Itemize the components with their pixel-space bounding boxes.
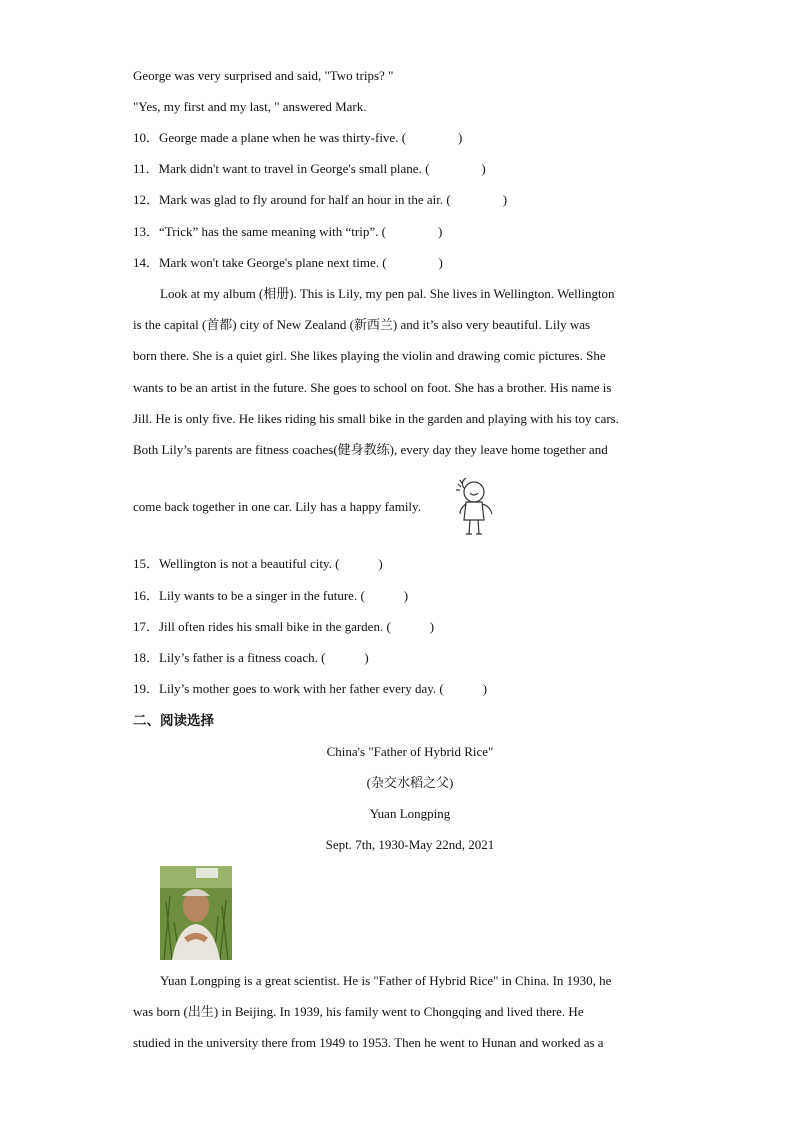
question-12: 12．Mark was glad to fly around for half an hour in the air. ( ) [133,192,508,207]
girl-illustration [452,476,502,540]
article-subtitle: (杂交水稻之父) [366,775,454,790]
article-line: studied in the university there from 1949 to 1953. Then he went to Hunan and worked as a [133,1035,604,1050]
article-line: was born (出生) in Beijing. In 1939, his family went to Chongqing and lived there. He [133,1004,584,1019]
question-14: 14．Mark won't take George's plane next time. ( ) [133,255,443,270]
article-line: Yuan Longping is a great scientist. He is "Father of Hybrid Rice" in China. In 1930, he [160,973,612,988]
passage-line: born there. She is a quiet girl. She likes playing the violin and drawing comic pictures. She [133,348,606,363]
article-title: China's "Father of Hybrid Rice" [326,744,494,759]
passage-line: come back together in one car. Lily has a happy family. [133,499,421,514]
section-heading: 二、阅读选择 [133,713,214,729]
passage-line: is the capital (首都) city of New Zealand (新西兰) and it’s also very beautiful. Lily was [133,317,591,332]
article-name: Yuan Longping [369,806,451,821]
passage-line: Look at my album (相册). This is Lily, my pen pal. She lives in Wellington. Wellington [160,286,615,301]
question-13: 13．“Trick” has the same meaning with “trip”. ( ) [133,224,443,239]
question-17: 17．Jill often rides his small bike in the garden. ( ) [133,619,435,634]
question-16: 16．Lily wants to be a singer in the future. ( ) [133,588,409,603]
yuan-longping-photo [160,866,232,960]
question-11: 11．Mark didn't want to travel in George's small plane. ( ) [133,161,486,176]
question-19: 19．Lily’s mother goes to work with her father every day. ( ) [133,681,488,696]
passage-line: Both Lily’s parents are fitness coaches(健身教练), every day they leave home together and [133,442,608,457]
question-18: 18．Lily’s father is a fitness coach. ( ) [133,650,369,665]
question-10: 10．George made a plane when he was thirty-five. ( ) [133,130,463,145]
passage-line: Jill. He is only five. He likes riding his small bike in the garden and playing with his toy cars. [133,411,619,426]
story-line: George was very surprised and said, "Two trips? " [133,68,394,83]
story-line: "Yes, my first and my last, " answered Mark. [133,99,367,114]
article-dates: Sept. 7th, 1930-May 22nd, 2021 [325,837,495,852]
question-15: 15．Wellington is not a beautiful city. ( ) [133,556,383,571]
passage-line: wants to be an artist in the future. She goes to school on foot. She has a brother. His name is [133,380,612,395]
